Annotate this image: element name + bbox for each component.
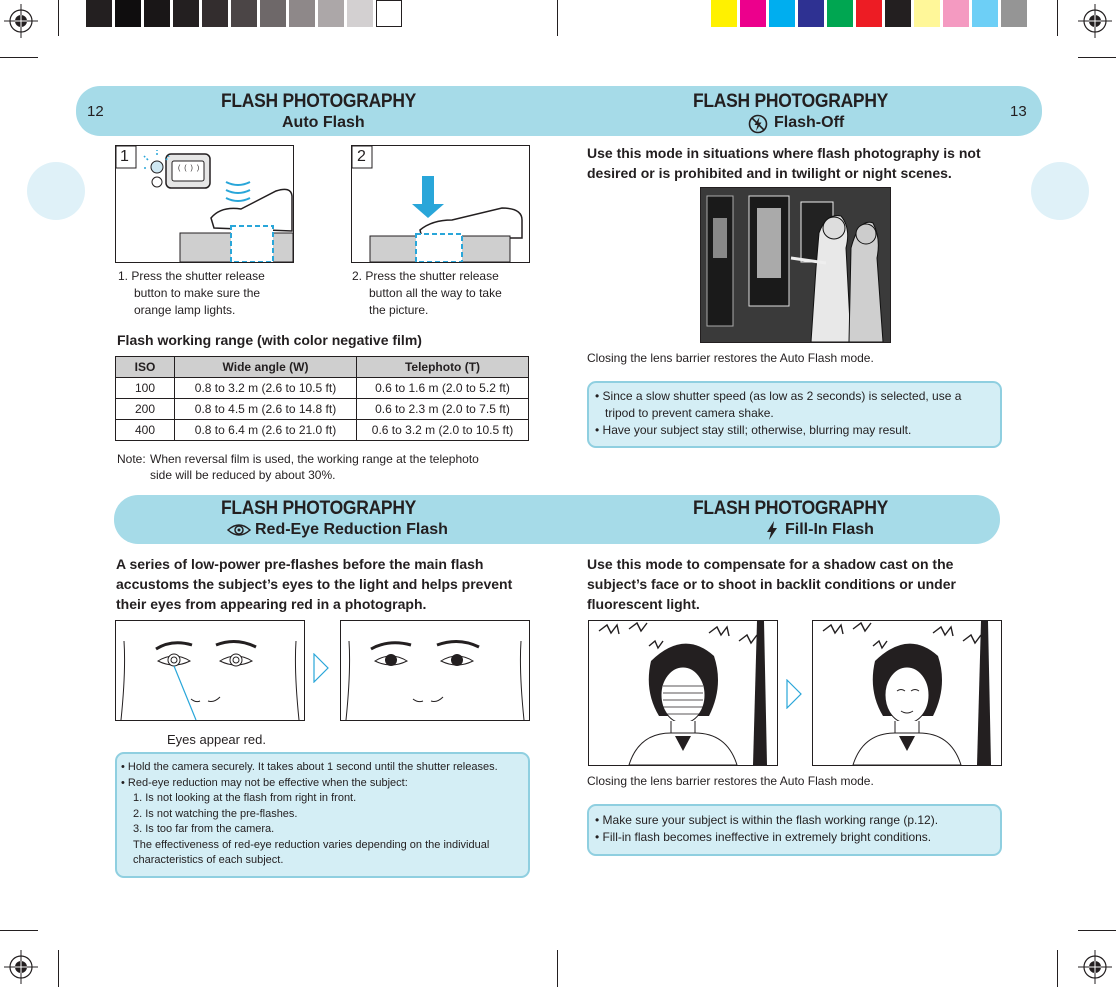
flash-range-table	[115, 356, 529, 441]
bullet-line: characteristics of each subject.	[133, 854, 284, 866]
lead-line: subject’s face or to shoot in backlit conditions or under	[587, 576, 956, 592]
fillin-bullets	[595, 812, 938, 846]
eye-icon	[227, 522, 251, 538]
gray-swatch	[202, 0, 228, 27]
table-title: Flash working range (with color negative film)	[117, 332, 422, 348]
table-row	[116, 399, 529, 420]
red-swatch	[856, 0, 882, 27]
column-header: ISO	[116, 357, 175, 378]
gray-swatch	[144, 0, 170, 27]
gray-swatch	[289, 0, 315, 27]
bullet-line: • Red-eye reduction may not be effective when the subject:	[121, 776, 408, 789]
red-eye-callout: Eyes appear red.	[167, 732, 267, 747]
registration-mark-icon	[4, 4, 38, 38]
bullet-line: 2. Is not watching the pre-flashes.	[133, 807, 298, 820]
note-line: side will be reduced by about 30%.	[150, 468, 336, 482]
bullet-line: • Make sure your subject is within the flash working range (p.12).	[595, 813, 939, 827]
table-cell: 0.8 to 4.5 m (2.6 to 14.8 ft)	[175, 399, 357, 420]
page-number-right: 13	[1010, 103, 1027, 120]
gray-swatch	[318, 0, 344, 27]
redeye-lead	[116, 554, 512, 614]
magenta-swatch	[740, 0, 766, 27]
gray-swatch	[86, 0, 112, 27]
side-tab-marker	[1031, 162, 1089, 220]
flash-off-icon	[748, 114, 768, 134]
table-cell: 200	[116, 399, 175, 420]
yellow-swatch	[711, 0, 737, 27]
crop-mark	[58, 950, 59, 987]
process-color-bar	[711, 0, 1031, 27]
lightning-icon	[766, 521, 778, 540]
flash-off-lead	[587, 143, 981, 183]
bullet-line: • Hold the camera securely. It takes about 1 second until the shutter releases.	[121, 761, 498, 773]
table-cell: 0.6 to 1.6 m (2.0 to 5.2 ft)	[357, 378, 529, 399]
crop-mark	[1057, 0, 1058, 36]
step1-caption	[118, 268, 265, 319]
lcd-readout: ( ( ) )	[178, 165, 201, 172]
bullet-line: • Fill-in flash becomes ineffective in extremely bright conditions.	[595, 830, 932, 844]
gray-swatch	[173, 0, 199, 27]
crop-mark	[0, 57, 38, 58]
gray-swatch	[115, 0, 141, 27]
table-cell: 100	[116, 378, 175, 399]
fillin-title: FLASH PHOTOGRAPHY	[693, 498, 889, 519]
table-cell: 0.8 to 6.4 m (2.6 to 21.0 ft)	[175, 420, 357, 441]
lead-line: desired or is prohibited and in twilight or night scenes.	[587, 165, 952, 181]
lead-line: Use this mode in situations where flash photography is not	[587, 145, 981, 161]
pink-swatch	[943, 0, 969, 27]
gray-swatch	[1001, 0, 1027, 27]
fillin-subtitle: Fill-In Flash	[785, 521, 874, 538]
green-swatch	[827, 0, 853, 27]
gray-color-bar	[86, 0, 406, 27]
gray-swatch	[347, 0, 373, 27]
crop-mark	[1057, 950, 1058, 987]
table-cell: 0.6 to 3.2 m (2.0 to 10.5 ft)	[357, 420, 529, 441]
light-cyan-swatch	[972, 0, 998, 27]
step1-number: 1	[120, 148, 129, 165]
flash-off-caption: Closing the lens barrier restores the Auto Flash mode.	[587, 351, 874, 365]
bullet-item	[595, 388, 961, 439]
light-yellow-swatch	[914, 0, 940, 27]
bullet-line: tripod to prevent camera shake.	[605, 406, 774, 420]
flash-off-notes	[587, 381, 1002, 448]
arrow-right-icon	[786, 679, 802, 709]
lead-line: their eyes from appearing red in a photograph.	[116, 596, 427, 612]
gray-swatch	[376, 0, 402, 27]
gray-swatch	[260, 0, 286, 27]
crop-mark	[1078, 57, 1116, 58]
bullet-line: The effectiveness of red-eye reduction varies depending on the individual	[133, 838, 490, 851]
redeye-subtitle: Red-Eye Reduction Flash	[255, 521, 448, 538]
table-cell: 400	[116, 420, 175, 441]
redeye-title: FLASH PHOTOGRAPHY	[221, 498, 417, 519]
crop-mark	[58, 0, 59, 36]
caption-line: the picture.	[369, 303, 429, 317]
blue-swatch	[798, 0, 824, 27]
page-number-left: 12	[87, 103, 104, 120]
lead-line: Use this mode to compensate for a shadow cast on the	[587, 556, 954, 572]
caption-line: 2. Press the shutter release	[352, 269, 499, 283]
registration-mark-icon	[1078, 950, 1112, 984]
redeye-bullets	[121, 760, 498, 869]
crop-mark	[557, 950, 558, 987]
table-row	[116, 420, 529, 441]
lead-line: fluorescent light.	[587, 596, 700, 612]
bullet-line: 3. Is too far from the camera.	[133, 823, 275, 835]
lead-line: A series of low-power pre-flashes before the main flash	[116, 556, 484, 572]
fillin-lead	[587, 554, 956, 614]
lead-line: accustoms the subject’s eyes to the light and helps prevent	[116, 576, 513, 592]
step2-illustration	[351, 145, 530, 263]
bullet-line: 1. Is not looking at the flash from right in front.	[133, 792, 357, 804]
crop-mark	[0, 930, 38, 931]
crop-mark	[1078, 930, 1116, 931]
cyan-swatch	[769, 0, 795, 27]
table-cell: 0.6 to 2.3 m (2.0 to 7.5 ft)	[357, 399, 529, 420]
column-header: Wide angle (W)	[175, 357, 357, 378]
note-text	[150, 451, 479, 483]
table-cell: 0.8 to 3.2 m (2.6 to 10.5 ft)	[175, 378, 357, 399]
step2-caption	[352, 268, 502, 319]
museum-photo	[700, 187, 891, 343]
fillin-notes	[587, 804, 1002, 856]
side-tab-marker	[27, 162, 85, 220]
face-red-eye-illustration	[115, 620, 305, 721]
table-row	[116, 378, 529, 399]
bullet-line: • Since a slow shutter speed (as low as 2 seconds) is selected, use a	[595, 389, 962, 403]
step2-number: 2	[357, 148, 366, 165]
portrait-fillflash-illustration	[812, 620, 1002, 766]
registration-mark-icon	[4, 950, 38, 984]
auto-flash-title: FLASH PHOTOGRAPHY	[221, 91, 417, 112]
fillin-caption: Closing the lens barrier restores the Auto Flash mode.	[587, 774, 874, 788]
column-header: Telephoto (T)	[357, 357, 529, 378]
caption-line: orange lamp lights.	[134, 303, 236, 317]
flash-off-title: FLASH PHOTOGRAPHY	[693, 91, 889, 112]
caption-line: 1. Press the shutter release	[118, 269, 265, 283]
portrait-shadowed-illustration	[588, 620, 778, 766]
note-label: Note:	[117, 452, 146, 466]
table-header-row	[116, 357, 529, 378]
caption-line: button to make sure the	[134, 286, 261, 300]
caption-line: button all the way to take	[369, 286, 502, 300]
redeye-notes	[115, 752, 530, 878]
auto-flash-subtitle: Auto Flash	[282, 114, 365, 131]
crop-mark	[557, 0, 558, 36]
gray-swatch	[231, 0, 257, 27]
face-normal-illustration	[340, 620, 530, 721]
registration-mark-icon	[1078, 4, 1112, 38]
step1-illustration	[115, 145, 294, 263]
bullet-line: • Have your subject stay still; otherwise, blurring may result.	[595, 423, 912, 437]
flash-off-subtitle: Flash-Off	[774, 114, 845, 131]
note-line: When reversal film is used, the working range at the telephoto	[150, 452, 479, 466]
arrow-right-icon	[313, 653, 329, 683]
black-swatch	[885, 0, 911, 27]
